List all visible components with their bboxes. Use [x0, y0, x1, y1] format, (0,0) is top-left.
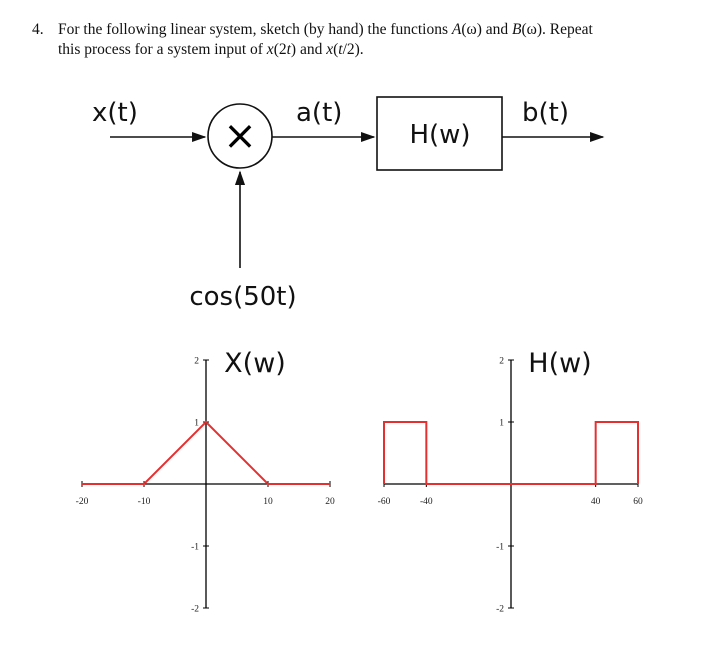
- h-y-tick-label: 2: [499, 356, 504, 367]
- h-x-tick-label: 60: [633, 497, 643, 507]
- block-label: H(w): [409, 120, 471, 150]
- x-x-tick-label: -10: [137, 497, 151, 507]
- x-y-tick-label: 2: [194, 356, 199, 367]
- input-label: x(t): [92, 98, 138, 128]
- h-x-tick-label: -40: [419, 497, 433, 507]
- h-y-tick-label: -1: [496, 542, 504, 553]
- x-series-line: [82, 422, 330, 484]
- carrier-label: cos(50t): [189, 282, 297, 312]
- mid-label: a(t): [296, 98, 343, 128]
- h-y-tick-label: -2: [496, 604, 504, 615]
- x-x-tick-label: 20: [325, 497, 335, 507]
- output-label: b(t): [522, 98, 569, 128]
- chart-x: [76, 348, 335, 615]
- chart-h: [378, 348, 643, 615]
- h-x-tick-label: 40: [590, 497, 601, 507]
- problem-number: 4.: [32, 21, 44, 38]
- x-chart-title: X(w): [224, 348, 286, 379]
- problem-line-1: For the following linear system, sketch (by hand) the functions A(ω) and B(ω). Repeat: [58, 21, 593, 38]
- problem-line-2: this process for a system input of x(2t) and x(t/2).: [58, 41, 364, 58]
- h-chart-title: H(w): [528, 348, 592, 379]
- h-series-line: [384, 422, 638, 484]
- multiplier-symbol: ×: [223, 113, 257, 159]
- x-y-tick-label: -2: [191, 604, 199, 615]
- h-x-tick-label: -60: [377, 497, 391, 507]
- x-x-tick-label: 10: [263, 497, 273, 507]
- x-y-tick-label: -1: [191, 542, 199, 553]
- block-diagram: [0, 0, 723, 320]
- x-x-tick-label: -20: [75, 497, 89, 507]
- h-y-tick-label: 1: [499, 418, 504, 429]
- x-y-tick-label: 1: [194, 418, 199, 429]
